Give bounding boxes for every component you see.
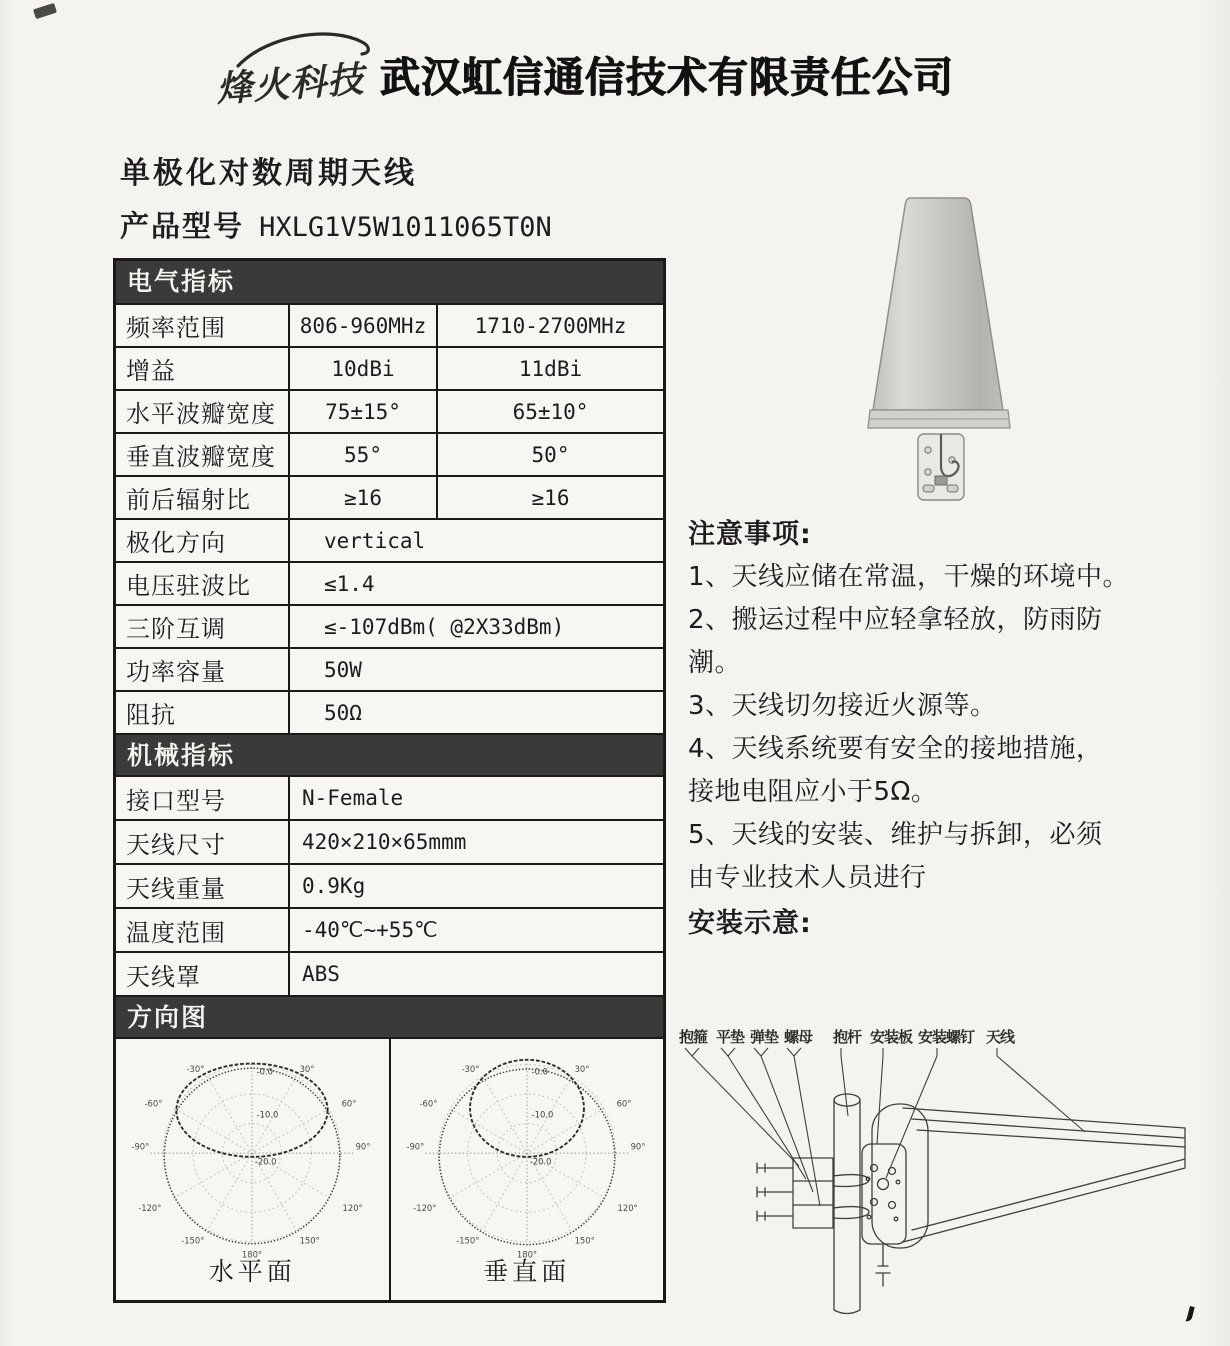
leader-line: [685, 1048, 799, 1166]
row-value-low: 10dBi: [290, 348, 438, 389]
ring-tick: -10.0: [531, 1109, 554, 1120]
vertical-pattern-cell: [391, 1039, 664, 1300]
angle-tick: -60°: [419, 1098, 438, 1109]
angle-tick: 180°: [242, 1249, 263, 1260]
row-value: ≤1.4: [324, 571, 375, 596]
row-value: vertical: [324, 528, 426, 553]
table-row: [116, 863, 663, 907]
row-value: N-Female: [302, 786, 404, 810]
table-row: [116, 518, 663, 561]
table-row: [116, 819, 663, 863]
angle-tick: -150°: [455, 1235, 480, 1246]
company-name: 武汉虹信通信技术有限责任公司: [380, 54, 954, 103]
mount-plate-drawing: [862, 1144, 906, 1244]
antenna-drawing: [872, 1104, 1185, 1286]
row-value: ≤-107dBm( @2X33dBm): [324, 614, 565, 639]
table-row: [116, 303, 663, 346]
logo-text: 烽火科技: [214, 58, 366, 111]
notes-title: 注意事项:: [688, 519, 812, 550]
angle-tick: -120°: [413, 1203, 437, 1213]
section-header-patterns: 方向图: [116, 995, 663, 1037]
pole-drawing: [834, 1094, 860, 1314]
row-label: 极化方向: [116, 520, 290, 561]
table-row: [116, 432, 663, 475]
row-value: ABS: [302, 962, 340, 986]
angle-tick: -120°: [138, 1203, 162, 1213]
row-value: 50W: [324, 657, 362, 682]
row-value: -40℃~+55℃: [302, 918, 438, 942]
row-label: 天线尺寸: [116, 821, 290, 863]
angle-tick: 180°: [516, 1249, 537, 1260]
vertical-pattern-plot: [401, 1043, 653, 1267]
leader-line: [886, 1048, 937, 1178]
angle-tick: -90°: [406, 1141, 425, 1152]
product-model-row: [120, 204, 552, 245]
note-line: 3、天线切勿接近火源等。: [688, 691, 997, 721]
row-label: 电压驻波比: [116, 563, 290, 604]
angle-tick: 150°: [299, 1235, 321, 1246]
row-value-low: 75±15°: [290, 391, 438, 432]
angle-tick: 120°: [342, 1203, 363, 1213]
angle-tick: -30°: [461, 1063, 480, 1074]
ring-tick: -10.0: [256, 1109, 279, 1120]
table-row: [116, 907, 663, 951]
note-line: 1、天线应储在常温，干燥的环境中。: [688, 562, 1130, 592]
table-row: [116, 389, 663, 432]
ring-tick: -0.0: [256, 1066, 274, 1077]
note-line: 4、天线系统要有安全的接地措施，: [688, 734, 1103, 764]
row-label: 三阶互调: [116, 606, 290, 647]
antenna-image: [852, 188, 1028, 508]
install-diagram: [665, 1018, 1225, 1346]
table-row: [116, 475, 663, 518]
model-value: HXLG1V5W1011065T0N: [259, 212, 552, 243]
angle-tick: 30°: [299, 1063, 315, 1074]
ring-tick: -20.0: [255, 1156, 277, 1167]
part-label: 螺母: [784, 1028, 813, 1046]
row-value-low: ≥16: [290, 477, 438, 518]
note-line: 接地电阻应小于5Ω。: [688, 777, 938, 807]
ring-tick: -20.0: [529, 1156, 552, 1167]
company-logo: [210, 22, 385, 114]
note-line: 2、搬运过程中应轻拿轻放，防雨防: [688, 605, 1103, 635]
part-label: 抱箍: [679, 1028, 708, 1046]
install-title: 安装示意:: [688, 908, 812, 939]
row-value: 50Ω: [324, 700, 362, 725]
row-label: 增益: [116, 348, 290, 389]
row-value-low: 55°: [290, 434, 438, 475]
angle-tick: 60°: [341, 1098, 357, 1109]
row-value-high: ≥16: [531, 485, 570, 510]
part-label: 安装板: [870, 1028, 913, 1046]
angle-tick: 120°: [617, 1203, 638, 1213]
part-label: 天线: [986, 1028, 1015, 1046]
angle-tick: -60°: [144, 1098, 163, 1109]
ring-tick: -0.0: [531, 1066, 548, 1077]
row-label: 前后辐射比: [116, 477, 290, 518]
row-label: 功率容量: [116, 649, 290, 690]
table-row: [116, 690, 663, 733]
row-label: 阻抗: [116, 692, 290, 733]
model-label: 产品型号: [120, 209, 245, 243]
row-value: 420×210×65mmm: [302, 830, 467, 854]
row-label: 频率范围: [116, 305, 290, 346]
angle-tick: -90°: [131, 1141, 150, 1152]
table-row: [116, 346, 663, 389]
leader-line: [787, 1048, 820, 1206]
horizontal-pattern-caption: 水平面: [208, 1257, 296, 1286]
leader-line: [877, 1048, 883, 1144]
angle-tick: -150°: [181, 1235, 205, 1246]
angle-tick: -30°: [186, 1063, 205, 1074]
angle-tick: 90°: [355, 1141, 371, 1152]
row-label: 天线罩: [116, 953, 290, 995]
row-label: 天线重量: [116, 865, 290, 907]
table-row: [116, 951, 663, 995]
row-value-high: 65±10°: [512, 399, 589, 424]
horizontal-pattern-plot: [126, 1043, 378, 1267]
table-row: [116, 775, 663, 819]
part-label: 弹垫: [750, 1028, 779, 1046]
angle-tick: 30°: [574, 1063, 590, 1074]
leader-line: [754, 1048, 813, 1192]
logo-swoosh-icon: [210, 22, 385, 114]
spec-table: [113, 258, 666, 1303]
part-label: 平垫: [716, 1028, 745, 1046]
antenna-photo: [852, 188, 1028, 512]
angle-tick: 150°: [574, 1235, 595, 1246]
table-row: [116, 604, 663, 647]
angle-tick: 90°: [630, 1141, 646, 1152]
part-label: 抱杆: [833, 1028, 862, 1046]
row-value-low: 806-960MHz: [290, 305, 438, 346]
note-line: 由专业技术人员进行: [688, 863, 927, 893]
angle-tick: 60°: [616, 1098, 632, 1109]
section-header-mechanical: 机械指标: [116, 733, 663, 775]
part-label: 安装螺钉: [918, 1028, 975, 1046]
note-line: 5、天线的安装、维护与拆卸，必须: [688, 820, 1103, 850]
row-value: 0.9Kg: [302, 874, 366, 898]
pattern-row: [116, 1037, 663, 1300]
row-label: 垂直波瓣宽度: [116, 434, 290, 475]
row-label: 接口型号: [116, 777, 290, 819]
page-title: 单极化对数周期天线: [120, 156, 417, 191]
row-label: 温度范围: [116, 909, 290, 951]
row-value-high: 1710-2700MHz: [474, 313, 627, 338]
table-row: [116, 561, 663, 604]
install-drawing: [665, 1018, 1225, 1344]
row-value-high: 50°: [531, 442, 570, 467]
horizontal-pattern-cell: [116, 1039, 391, 1300]
scan-corner-mark: [33, 3, 57, 19]
row-value-high: 11dBi: [518, 356, 583, 381]
note-line: 潮。: [688, 648, 742, 678]
row-label: 水平波瓣宽度: [116, 391, 290, 432]
section-header-electrical: 电气指标: [116, 261, 663, 303]
table-row: [116, 647, 663, 690]
vertical-pattern-caption: 垂直面: [483, 1257, 571, 1286]
